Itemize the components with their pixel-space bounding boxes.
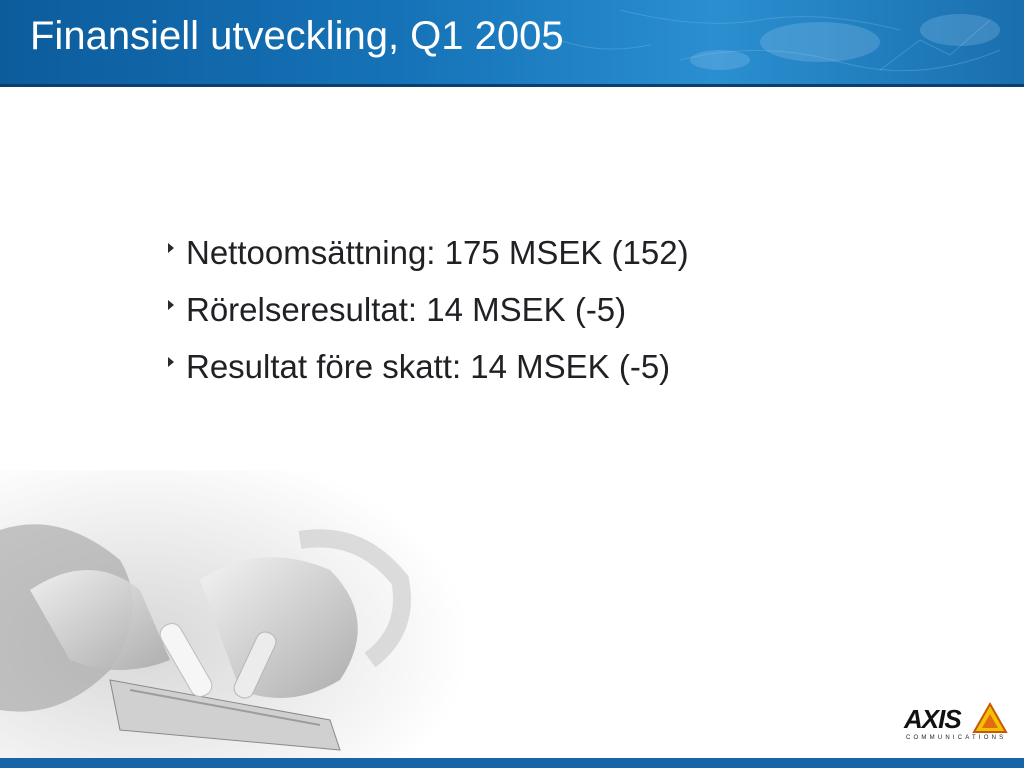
triangle-bullet-icon bbox=[168, 243, 174, 253]
logo-wordmark: AXIS bbox=[904, 704, 961, 734]
title-divider bbox=[0, 84, 1024, 87]
triangle-bullet-icon bbox=[168, 357, 174, 367]
bullet-result-before-tax bbox=[168, 338, 689, 395]
bullet-net-sales bbox=[168, 224, 689, 281]
logo-tagline: COMMUNICATIONS bbox=[906, 735, 1007, 741]
warning-triangle-icon bbox=[972, 702, 1008, 734]
title-banner bbox=[0, 0, 1024, 84]
bullet-operating-result bbox=[168, 281, 689, 338]
slide-title: Finansiell utveckling, Q1 2005 bbox=[30, 14, 564, 58]
bullet-text: Rörelseresultat: 14 MSEK (-5) bbox=[186, 290, 627, 328]
triangle-bullet-icon bbox=[168, 300, 174, 310]
footer-bar bbox=[0, 758, 1024, 768]
bullet-text: Nettoomsättning: 175 MSEK (152) bbox=[186, 233, 689, 271]
axis-logo bbox=[900, 700, 1010, 746]
hands-counting-money-image bbox=[0, 470, 470, 760]
bullet-list bbox=[168, 224, 689, 395]
bullet-text: Resultat före skatt: 14 MSEK (-5) bbox=[186, 347, 671, 385]
